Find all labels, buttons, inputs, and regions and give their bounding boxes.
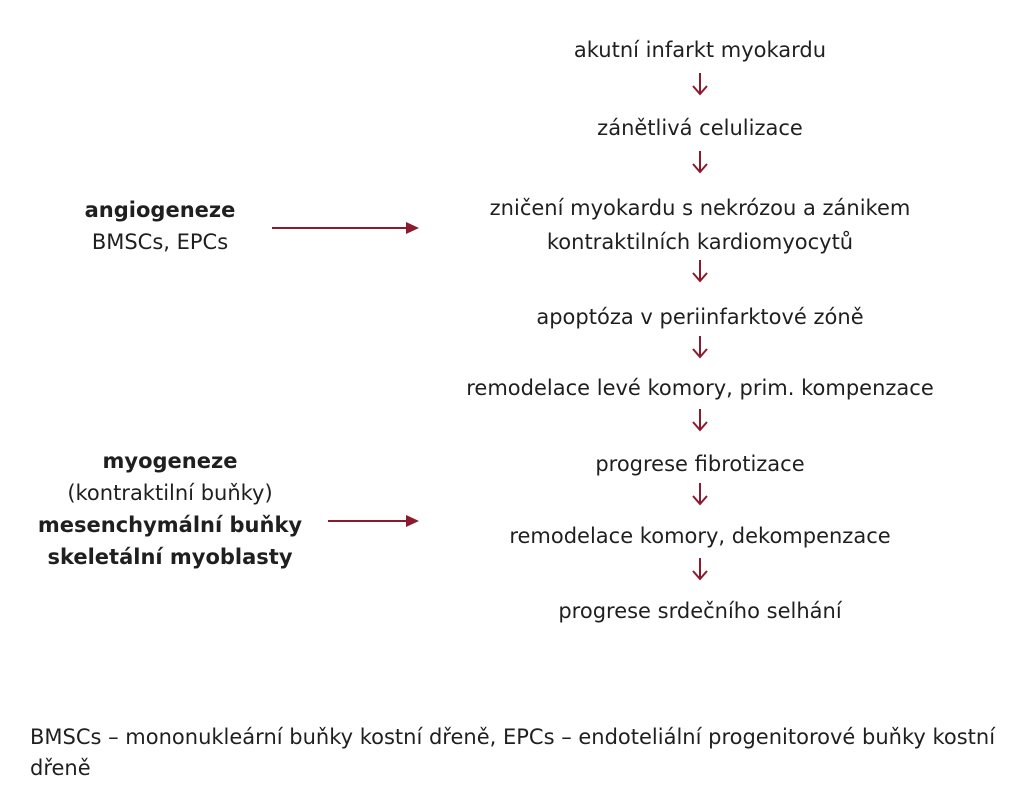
flow-step-lv-remodeling: remodelace levé komory, prim. kompenzace: [466, 376, 934, 400]
angiogenesis-cells: BMSCs, EPCs: [91, 230, 229, 254]
down-arrow-icon: [685, 334, 715, 360]
down-arrow-icon: [685, 481, 715, 507]
down-arrow-icon: [685, 149, 715, 175]
mesenchymal-cells: mesenchymální buňky: [37, 513, 303, 537]
flow-step-fibrosis-progression: progrese fibrotizace: [595, 452, 805, 476]
flow-step-myocardial-destruction-line2: kontraktilních kardiomyocytů: [546, 230, 854, 254]
angiogenesis-label: [40, 194, 280, 258]
flow-step-apoptosis: apoptóza v periinfarktové zóně: [536, 305, 864, 329]
down-arrow-icon: [685, 71, 715, 97]
myogenesis-subheading: (kontraktilní buňky): [67, 481, 273, 505]
right-arrow-icon: [272, 220, 420, 236]
down-arrow-icon: [685, 258, 715, 284]
flow-step-acute-infarction: akutní infarkt myokardu: [573, 38, 827, 62]
flow-step-decompensation: remodelace komory, dekompenzace: [509, 524, 891, 548]
down-arrow-icon: [685, 556, 715, 582]
myogenesis-heading: myogeneze: [102, 449, 238, 473]
myogenesis-label: [10, 445, 330, 573]
flow-step-heart-failure-progression: progrese srdečního selhání: [558, 599, 842, 623]
flow-step-myocardial-destruction-line1: zničení myokardu s nekrózou a zánikem: [489, 196, 911, 220]
footnote: BMSCs – mononukleární buňky kostní dřeně, EPCs – endoteliální progenitorové buňky kostní dřeně: [30, 725, 996, 780]
down-arrow-icon: [685, 407, 715, 433]
skeletal-myoblasts: skeletální myoblasty: [47, 545, 293, 569]
right-arrow-icon: [328, 513, 420, 529]
flow-step-inflammatory-cellularization: zánětlivá celulizace: [597, 116, 803, 140]
angiogenesis-heading: angiogeneze: [84, 198, 236, 222]
